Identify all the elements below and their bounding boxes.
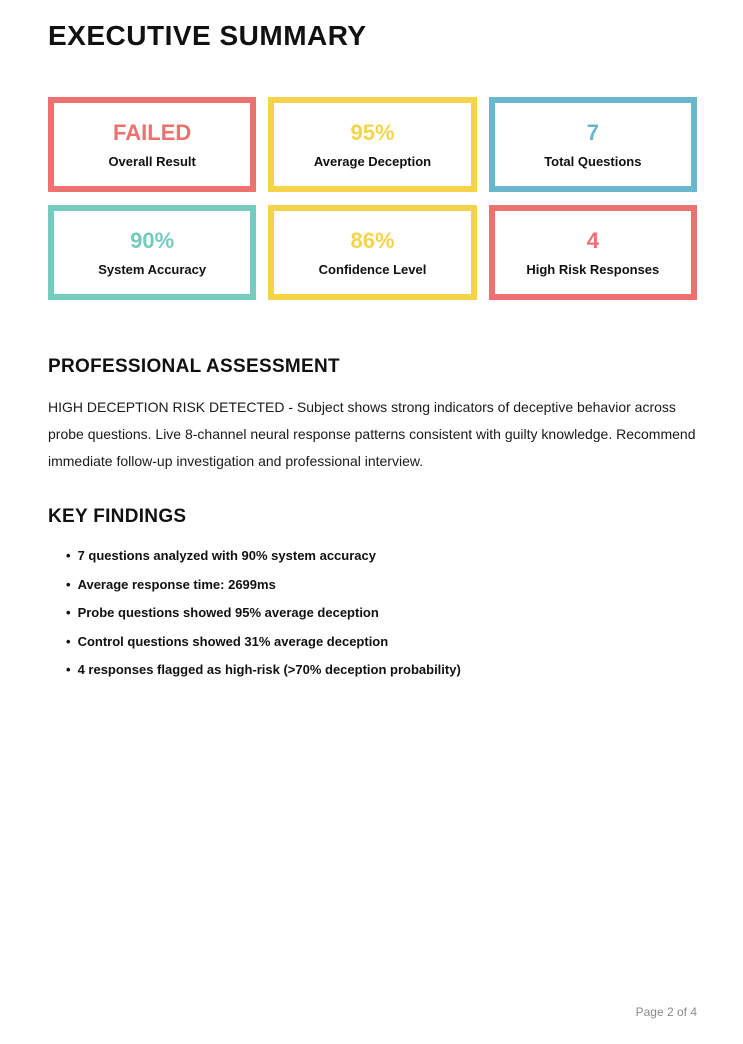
stat-label: System Accuracy bbox=[98, 261, 207, 277]
bullet-icon: • bbox=[66, 576, 71, 592]
stat-card-system-accuracy bbox=[48, 205, 256, 300]
key-findings-section bbox=[48, 506, 697, 676]
stat-label: High Risk Responses bbox=[526, 261, 660, 277]
list-item bbox=[66, 606, 697, 619]
stat-label: Confidence Level bbox=[318, 261, 427, 277]
stat-value: 95% bbox=[350, 119, 395, 145]
finding-text: 4 responses flagged as high-risk (>70% deception probability) bbox=[77, 662, 461, 677]
stat-card-total-questions bbox=[489, 97, 697, 192]
stat-card-confidence-level bbox=[268, 205, 476, 300]
stat-value: 4 bbox=[586, 227, 599, 253]
page-number: Page 2 of 4 bbox=[635, 1005, 697, 1019]
page-title: EXECUTIVE SUMMARY bbox=[48, 20, 367, 51]
stat-label: Overall Result bbox=[108, 153, 196, 169]
stat-card-high-risk-responses bbox=[489, 205, 697, 300]
professional-assessment-section bbox=[48, 356, 697, 475]
list-item bbox=[66, 549, 697, 562]
stat-label: Average Deception bbox=[313, 153, 432, 169]
stat-label: Total Questions bbox=[544, 153, 642, 169]
stat-value: 7 bbox=[586, 119, 599, 145]
stat-card-average-deception bbox=[268, 97, 476, 192]
key-findings-heading: KEY FINDINGS bbox=[48, 506, 187, 527]
bullet-icon: • bbox=[66, 548, 71, 563]
list-item bbox=[66, 663, 697, 676]
bullet-icon: • bbox=[66, 662, 71, 677]
finding-text: 7 questions analyzed with 90% system accuracy bbox=[77, 548, 376, 563]
bullet-icon: • bbox=[66, 633, 71, 649]
key-findings-list bbox=[48, 549, 697, 676]
finding-text: Probe questions showed 95% average deception bbox=[77, 605, 379, 620]
list-item bbox=[66, 578, 697, 591]
bullet-icon: • bbox=[66, 605, 71, 620]
list-item bbox=[66, 635, 697, 648]
stat-value: 86% bbox=[350, 227, 395, 253]
professional-assessment-heading: PROFESSIONAL ASSESSMENT bbox=[48, 356, 340, 377]
stat-card-overall-result bbox=[48, 97, 256, 192]
finding-text: Control questions showed 31% average deception bbox=[77, 633, 389, 649]
finding-text: Average response time: 2699ms bbox=[77, 576, 276, 592]
stat-cards-grid bbox=[48, 97, 697, 300]
professional-assessment-body: HIGH DECEPTION RISK DETECTED - Subject shows strong indicators of deceptive behavior across probe questions. Live 8-channel neural response patterns consistent with guilty knowledge. Recommend immediate follow-up investigation and professional interview. bbox=[48, 399, 696, 469]
stat-value: 90% bbox=[130, 227, 175, 253]
stat-value: FAILED bbox=[113, 119, 192, 145]
